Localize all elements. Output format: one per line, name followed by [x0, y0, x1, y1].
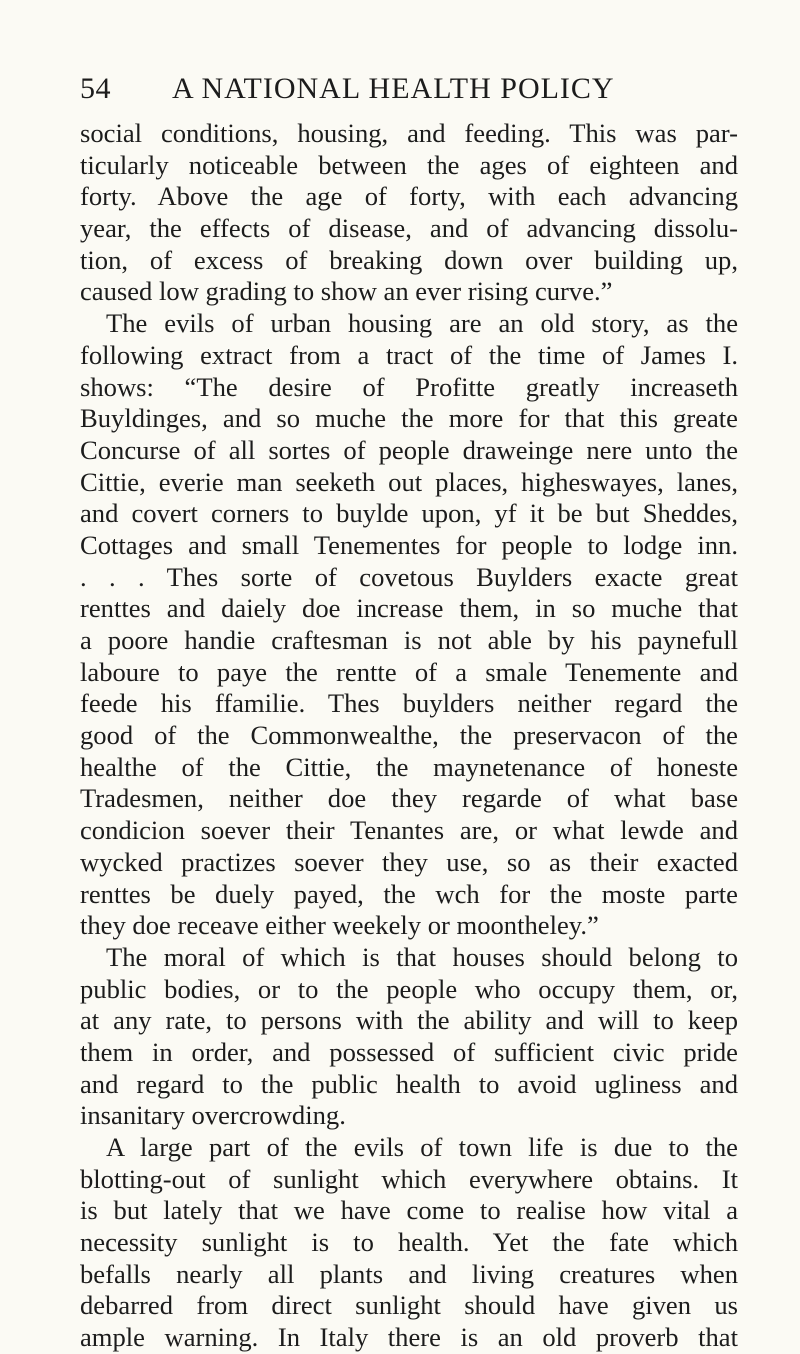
text-line: social conditions, housing, and feeding. This was par- — [80, 118, 738, 148]
text-line: ample warning. In Italy there is an old proverb that — [80, 1322, 738, 1353]
body-text — [80, 118, 738, 1354]
text-line: insanitary overcrowding. — [80, 1100, 346, 1131]
text-line: and regard to the public health to avoid ugliness and — [80, 1068, 738, 1099]
text-line: condicion soever their Tenantes are, or what lewde and — [80, 815, 738, 846]
text-line: renttes and daiely doe increase them, in so muche that — [80, 593, 738, 624]
text-line: debarred from direct sunlight should have given us — [80, 1290, 738, 1321]
text-line: feede his ffamilie. Thes buylders neither regard the — [80, 688, 738, 719]
paragraph-start-line: The moral of which is that houses should belong to — [106, 941, 738, 972]
text-line: public bodies, or to the people who occupy them, or, — [80, 973, 738, 1004]
text-line: is but lately that we have come to realise how vital a — [80, 1195, 738, 1226]
text-line: healthe of the Cittie, the maynetenance of honeste — [80, 751, 738, 782]
running-head-title: A NATIONAL HEALTH POLICY — [172, 72, 615, 105]
text-line: and covert corners to buylde upon, yf it be but Sheddes, — [80, 498, 738, 529]
text-line: forty. Above the age of forty, with each advancing — [80, 181, 738, 212]
text-line: they doe receave either weekely or moontheley.” — [80, 910, 599, 941]
text-line: ticularly noticeable between the ages of eighteen and — [80, 149, 738, 180]
text-line: caused low grading to show an ever rising curve.” — [80, 276, 613, 307]
text-line: them in order, and possessed of sufficient civic pride — [80, 1036, 738, 1067]
text-line: year, the effects of disease, and of advancing dissolu- — [80, 213, 738, 244]
text-line: renttes be duely payed, the wch for the moste parte — [80, 878, 738, 909]
text-line: Tradesmen, neither doe they regarde of what base — [80, 783, 738, 814]
text-line: a poore handie craftesman is not able by his paynefull — [80, 625, 738, 655]
paragraph-start-line: A large part of the evils of town life is due to the — [106, 1132, 738, 1162]
text-line: good of the Commonwealthe, the preservacon of the — [80, 720, 738, 751]
text-line: Cittie, everie man seeketh out places, higheswayes, lanes, — [80, 466, 738, 497]
text-line: Cottages and small Tenementes for people to lodge inn. — [80, 529, 738, 560]
text-line: Buyldinges, and so muche the more for that this greate — [80, 403, 738, 434]
page-number: 54 — [80, 72, 111, 105]
text-line: following extract from a tract of the time of James I. — [80, 339, 738, 370]
text-line: . . . Thes sorte of covetous Buylders exacte great — [80, 561, 738, 592]
text-line: blotting-out of sunlight which everywhere obtains. It — [80, 1163, 738, 1194]
text-line: necessity sunlight is to health. Yet the fate which — [80, 1227, 738, 1258]
running-head — [80, 72, 730, 112]
text-line: Concurse of all sortes of people draweinge nere unto the — [80, 434, 738, 465]
text-line: tion, of excess of breaking down over building up, — [80, 244, 738, 275]
text-line: befalls nearly all plants and living creatures when — [80, 1258, 738, 1289]
text-line: shows: “The desire of Profitte greatly increaseth — [80, 371, 738, 402]
text-line: laboure to paye the rentte of a smale Tenemente and — [80, 656, 738, 687]
text-line: wycked practizes soever they use, so as their exacted — [80, 846, 738, 877]
paragraph-start-line: The evils of urban housing are an old story, as the — [106, 308, 738, 339]
text-line: at any rate, to persons with the ability and will to keep — [80, 1005, 738, 1036]
